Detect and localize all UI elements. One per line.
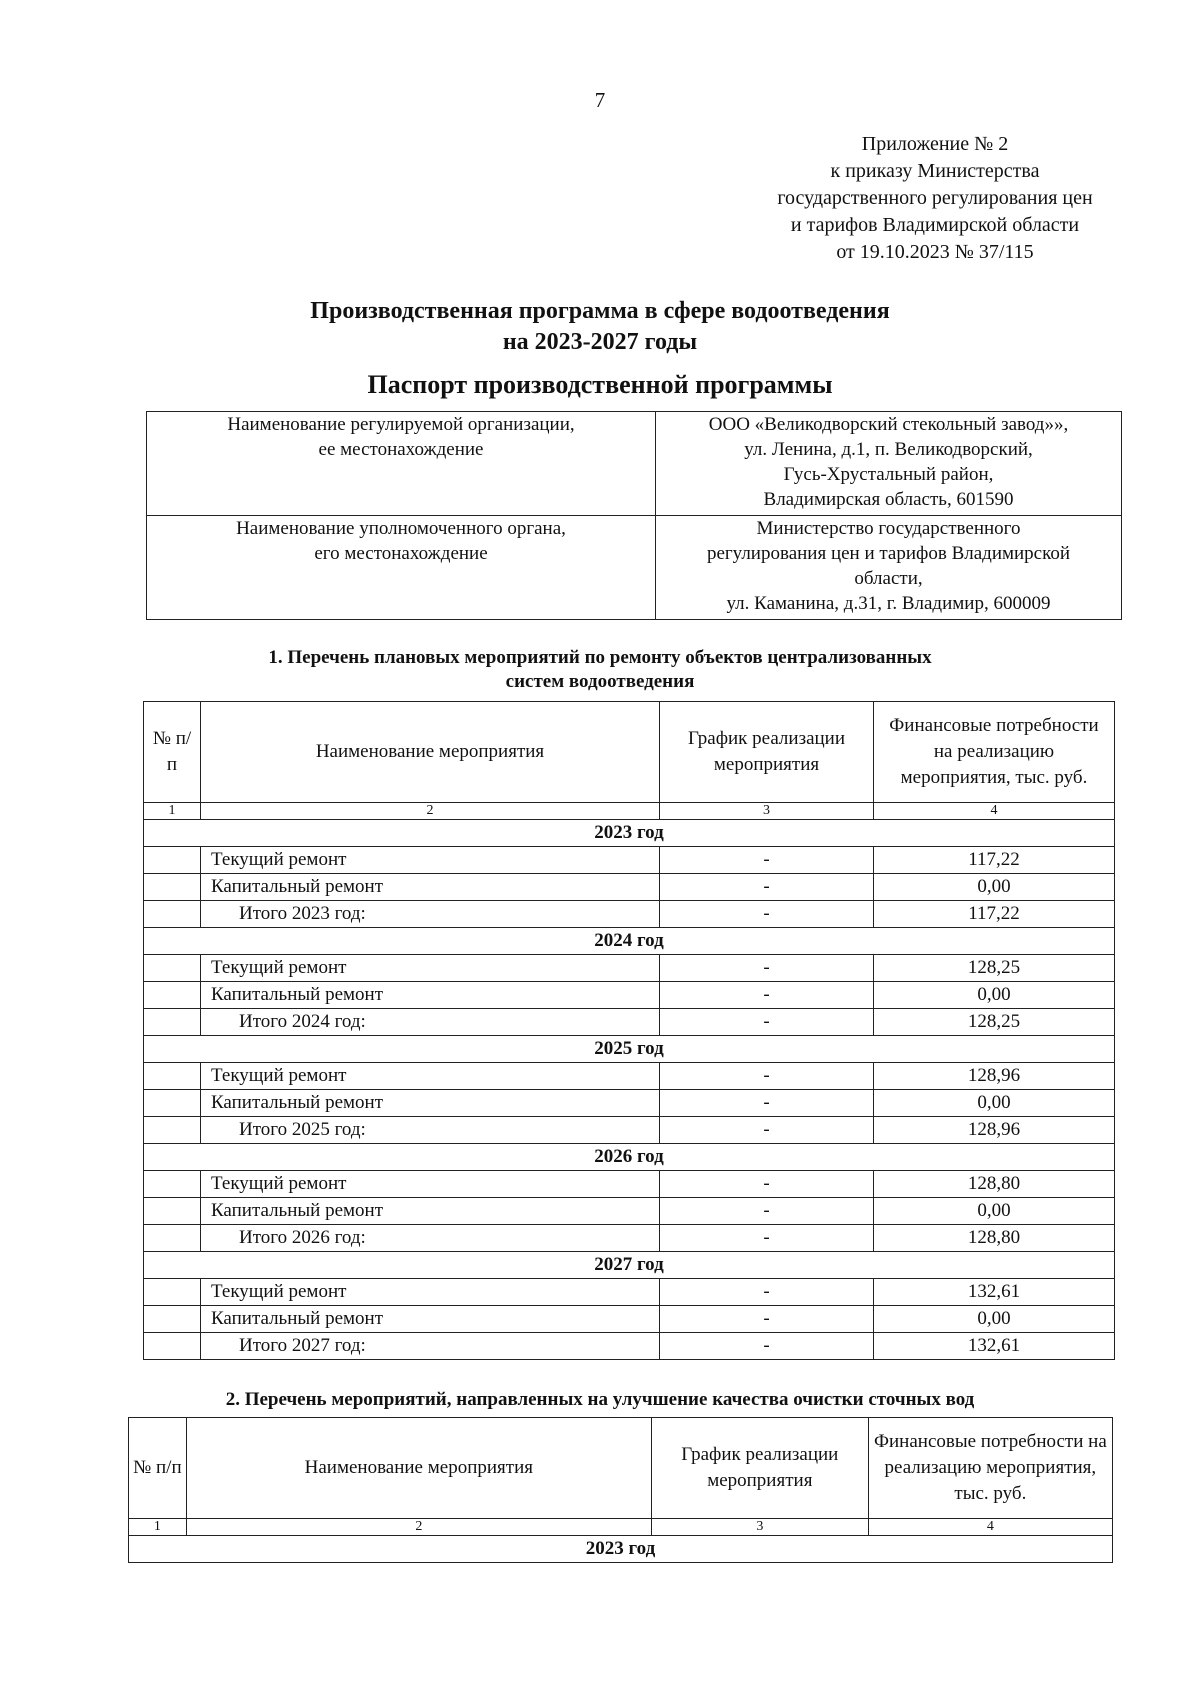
section1-title <box>0 646 1200 694</box>
finance-value: 0,00 <box>874 874 1115 901</box>
label-line: ее местонахождение <box>318 439 484 460</box>
row-number <box>144 874 201 901</box>
current-repair-row <box>144 1279 1115 1306</box>
schedule-value: - <box>660 982 874 1009</box>
measure-name: Капитальный ремонт <box>201 1090 660 1117</box>
measure-name: Итого 2023 год: <box>201 901 660 928</box>
header-name: Наименование мероприятия <box>201 702 660 803</box>
row-number <box>144 1171 201 1198</box>
treatment-measures-table <box>128 1417 1113 1563</box>
value-line: Владимирская область, 601590 <box>763 489 1014 510</box>
row-number <box>144 1063 201 1090</box>
measure-name: Капитальный ремонт <box>201 1306 660 1333</box>
column-index: 2 <box>201 803 660 820</box>
header-schedule: График реализации мероприятия <box>651 1418 868 1519</box>
finance-value: 128,25 <box>874 955 1115 982</box>
passport-label <box>147 412 656 516</box>
row-number <box>144 982 201 1009</box>
year-total-row <box>144 1333 1115 1360</box>
row-number <box>144 955 201 982</box>
appendix-line: от 19.10.2023 № 37/115 <box>836 241 1034 263</box>
value-line: Министерство государственного <box>756 518 1021 539</box>
column-index-row <box>129 1519 1113 1536</box>
finance-value: 117,22 <box>874 847 1115 874</box>
value-line: области, <box>854 568 923 589</box>
year-row <box>144 820 1115 847</box>
finance-value: 132,61 <box>874 1279 1115 1306</box>
measure-name: Капитальный ремонт <box>201 982 660 1009</box>
measure-name: Текущий ремонт <box>201 1279 660 1306</box>
header-finance: Финансовые потребности на реализацию мероприятия, тыс. руб. <box>874 702 1115 803</box>
year-label: 2023 год <box>144 820 1115 847</box>
current-repair-row <box>144 847 1115 874</box>
measure-name: Текущий ремонт <box>201 955 660 982</box>
finance-value: 128,80 <box>874 1171 1115 1198</box>
schedule-value: - <box>660 1063 874 1090</box>
repair-measures-table <box>143 701 1115 1360</box>
year-row <box>144 1252 1115 1279</box>
title-line: на 2023-2027 годы <box>502 329 698 355</box>
row-number <box>144 847 201 874</box>
column-index: 2 <box>186 1519 651 1536</box>
schedule-value: - <box>660 1333 874 1360</box>
column-index: 4 <box>868 1519 1112 1536</box>
title-line: Производственная программа в сфере водоотведения <box>310 298 890 324</box>
finance-value: 0,00 <box>874 1090 1115 1117</box>
header-name: Наименование мероприятия <box>186 1418 651 1519</box>
finance-value: 128,96 <box>874 1117 1115 1144</box>
row-number <box>144 1117 201 1144</box>
year-row <box>144 1144 1115 1171</box>
section2-title: 2. Перечень мероприятий, направленных на улучшение качества очистки сточных вод <box>225 1389 975 1410</box>
capital-repair-row <box>144 1090 1115 1117</box>
column-index: 1 <box>129 1519 187 1536</box>
passport-table <box>146 411 1122 620</box>
value-line: ул. Ленина, д.1, п. Великодворский, <box>744 439 1033 460</box>
measure-name: Капитальный ремонт <box>201 1198 660 1225</box>
passport-value <box>656 516 1122 620</box>
section-title-line: систем водоотведения <box>505 671 695 692</box>
row-number <box>144 1009 201 1036</box>
measure-name: Итого 2025 год: <box>201 1117 660 1144</box>
finance-value: 128,25 <box>874 1009 1115 1036</box>
appendix-line: к приказу Министерства <box>830 160 1040 182</box>
current-repair-row <box>144 955 1115 982</box>
year-total-row <box>144 1225 1115 1252</box>
label-line: его местонахождение <box>314 543 488 564</box>
finance-value: 128,80 <box>874 1225 1115 1252</box>
header-schedule: График реализации мероприятия <box>660 702 874 803</box>
schedule-value: - <box>660 1225 874 1252</box>
capital-repair-row <box>144 1198 1115 1225</box>
schedule-value: - <box>660 955 874 982</box>
measure-name: Капитальный ремонт <box>201 874 660 901</box>
measure-name: Итого 2026 год: <box>201 1225 660 1252</box>
row-number <box>144 901 201 928</box>
label-line: Наименование регулируемой организации, <box>227 414 575 435</box>
year-label: 2024 год <box>144 928 1115 955</box>
schedule-value: - <box>660 1171 874 1198</box>
appendix-block <box>740 131 1130 266</box>
capital-repair-row <box>144 1306 1115 1333</box>
schedule-value: - <box>660 1198 874 1225</box>
passport-value <box>656 412 1122 516</box>
passport-label <box>147 516 656 620</box>
appendix-line: государственного регулирования цен <box>777 187 1093 209</box>
schedule-value: - <box>660 901 874 928</box>
measure-name: Итого 2024 год: <box>201 1009 660 1036</box>
year-row <box>129 1536 1113 1563</box>
column-index: 3 <box>651 1519 868 1536</box>
column-index: 4 <box>874 803 1115 820</box>
header-num: № п/п <box>144 702 201 803</box>
label-line: Наименование уполномоченного органа, <box>236 518 566 539</box>
appendix-line: и тарифов Владимирской области <box>790 214 1080 236</box>
year-label: 2027 год <box>144 1252 1115 1279</box>
measure-name: Текущий ремонт <box>201 847 660 874</box>
schedule-value: - <box>660 1117 874 1144</box>
appendix-line: Приложение № 2 <box>861 133 1009 155</box>
year-label: 2023 год <box>129 1536 1113 1563</box>
schedule-value: - <box>660 1306 874 1333</box>
finance-value: 0,00 <box>874 982 1115 1009</box>
row-number <box>144 1225 201 1252</box>
year-row <box>144 928 1115 955</box>
row-number <box>144 1198 201 1225</box>
value-line: Гусь-Хрустальный район, <box>783 464 994 485</box>
year-total-row <box>144 1117 1115 1144</box>
capital-repair-row <box>144 874 1115 901</box>
year-total-row <box>144 901 1115 928</box>
year-label: 2025 год <box>144 1036 1115 1063</box>
schedule-value: - <box>660 874 874 901</box>
schedule-value: - <box>660 1009 874 1036</box>
year-label: 2026 год <box>144 1144 1115 1171</box>
finance-value: 132,61 <box>874 1333 1115 1360</box>
value-line: ООО «Великодворский стекольный завод»», <box>708 414 1069 435</box>
row-number <box>144 1090 201 1117</box>
schedule-value: - <box>660 1279 874 1306</box>
table-header-row <box>144 702 1115 803</box>
header-finance: Финансовые потребности на реализацию мероприятия, тыс. руб. <box>868 1418 1112 1519</box>
current-repair-row <box>144 1063 1115 1090</box>
row-number <box>144 1306 201 1333</box>
measure-name: Текущий ремонт <box>201 1171 660 1198</box>
passport-row-authority <box>147 516 1122 620</box>
value-line: ул. Каманина, д.31, г. Владимир, 600009 <box>726 593 1051 614</box>
row-number <box>144 1279 201 1306</box>
measure-name: Итого 2027 год: <box>201 1333 660 1360</box>
document-title <box>0 296 1200 358</box>
measure-name: Текущий ремонт <box>201 1063 660 1090</box>
table-header-row <box>129 1418 1113 1519</box>
year-total-row <box>144 1009 1115 1036</box>
finance-value: 0,00 <box>874 1198 1115 1225</box>
header-num: № п/п <box>129 1418 187 1519</box>
current-repair-row <box>144 1171 1115 1198</box>
finance-value: 0,00 <box>874 1306 1115 1333</box>
passport-row-organization <box>147 412 1122 516</box>
column-index: 1 <box>144 803 201 820</box>
schedule-value: - <box>660 1090 874 1117</box>
page-number: 7 <box>594 88 606 112</box>
column-index-row <box>144 803 1115 820</box>
row-number <box>144 1333 201 1360</box>
passport-title: Паспорт производственной программы <box>367 370 833 399</box>
finance-value: 117,22 <box>874 901 1115 928</box>
capital-repair-row <box>144 982 1115 1009</box>
schedule-value: - <box>660 847 874 874</box>
column-index: 3 <box>660 803 874 820</box>
value-line: регулирования цен и тарифов Владимирской <box>706 543 1071 564</box>
year-row <box>144 1036 1115 1063</box>
section-title-line: 1. Перечень плановых мероприятий по ремонту объектов централизованных <box>268 647 932 668</box>
finance-value: 128,96 <box>874 1063 1115 1090</box>
